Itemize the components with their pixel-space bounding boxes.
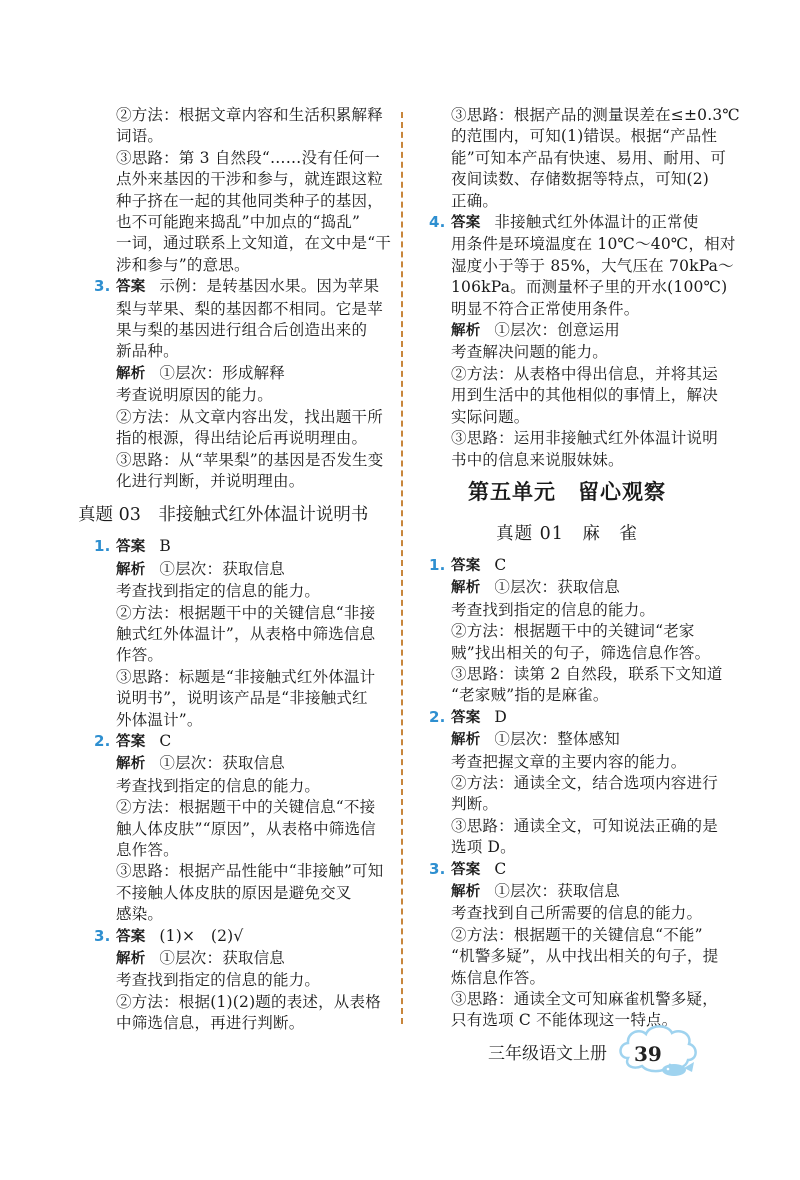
unit-title: 第五单元 留心观察	[468, 479, 666, 504]
item-number: 4.	[429, 213, 446, 232]
item-number: 1.	[429, 555, 446, 574]
text-line: 明显不符合正常使用条件。	[451, 299, 640, 318]
answer-text: 非接触式红外体温计的正常使	[494, 213, 699, 232]
text-line: 考查解决问题的能力。	[451, 343, 609, 362]
text-line: 选项 D。	[451, 838, 516, 857]
text-line: 也不可能跑来捣乱”中加点的“捣乱”	[116, 213, 361, 232]
text-line: 化进行判断，并说明理由。	[116, 471, 305, 490]
analysis-text: ①层次：形成解释	[159, 363, 286, 382]
answer-text: C	[494, 859, 507, 878]
text-line: 果与梨的基因进行组合后创造出来的	[116, 321, 368, 340]
text-line: ②方法：根据题干中的关键信息“非接	[116, 603, 376, 622]
answer-label: 答案	[451, 557, 481, 574]
answer-text: D	[494, 707, 508, 726]
text-line: 作答。	[116, 646, 164, 665]
answer-item-4	[417, 212, 736, 471]
answer-item-1	[82, 536, 392, 731]
text-line: ②方法：通读全文，结合选项内容进行	[451, 773, 718, 792]
text-line: 贼”找出相关的句子，筛选信息作答。	[451, 643, 711, 662]
answer-text: (1)× (2)√	[159, 926, 244, 945]
text-line: ②方法：根据文章内容和生活积累解释	[116, 106, 383, 124]
text-line: 炼信息作答。	[451, 968, 546, 987]
text-line: 考查说明原因的能力。	[116, 386, 274, 405]
text-line: 梨与苹果、梨的基因都不相同。它是苹	[116, 299, 383, 318]
text-line: ②方法：根据题干的关键信息“不能”	[451, 925, 703, 944]
analysis-label: 解析	[116, 756, 146, 773]
text-line: 触人体皮肤”“原因”，从表格中筛选信	[116, 819, 376, 838]
item-number: 3.	[94, 277, 111, 296]
text-line: 书中的信息来说服妹妹。	[451, 450, 624, 469]
analysis-text: ①层次：获取信息	[159, 754, 286, 773]
text-line: 考查找到指定的信息的能力。	[116, 582, 321, 601]
text-line: 湿度小于等于 85%，大气压在 70kPa～	[451, 256, 734, 275]
text-line: ②方法：从文章内容出发，找出题干所	[116, 407, 383, 426]
analysis-text: ①层次：获取信息	[159, 949, 286, 968]
item-number: 2.	[94, 731, 111, 750]
text-line: 触式红外体温计”，从表格中筛选信息	[116, 624, 376, 643]
book-title: 三年级语文上册	[488, 1044, 607, 1064]
section-title: 真题 01 麻 雀	[496, 523, 638, 544]
answer-item-3	[417, 859, 717, 1032]
answer-text: 示例：是转基因水果。因为苹果	[159, 277, 380, 296]
text-line: 106kPa。而测量杯子里的开水(100℃)	[451, 278, 728, 297]
text-line: 考查找到自己所需要的信息的能力。	[451, 904, 703, 923]
text-line: ③思路：读第 2 自然段，联系下文知道	[451, 664, 723, 683]
analysis-label: 解析	[451, 884, 481, 900]
text-line: 一词，通过联系上文知道，在文中是“干	[116, 234, 392, 253]
answer-item-1	[417, 555, 723, 707]
section-title: 真题 03 非接触式红外体温计说明书	[78, 505, 369, 526]
analysis-label: 解析	[451, 732, 481, 749]
text-line: 外体温计”。	[116, 710, 203, 729]
text-line: 点外来基因的干涉和参与，就连跟这粒	[116, 170, 383, 189]
text-line: 指的根源，得出结论后再说明理由。	[116, 429, 368, 448]
item-number: 3.	[94, 926, 111, 945]
text-line: ③思路：通读全文可知麻雀机警多疑，	[451, 990, 718, 1009]
prev-item-tail	[82, 105, 392, 276]
analysis-text: ①层次：获取信息	[494, 882, 621, 900]
answer-label: 答案	[451, 709, 481, 726]
answer-text: C	[159, 731, 172, 750]
text-line: “老家贼”指的是麻雀。	[451, 686, 609, 705]
analysis-text: ①层次：获取信息	[159, 559, 286, 578]
text-line: 考查找到指定的信息的能力。	[451, 600, 656, 619]
analysis-label: 解析	[116, 951, 146, 968]
text-line: 中筛选信息，再进行判断。	[116, 1014, 305, 1033]
analysis-text: ①层次：创意运用	[494, 321, 621, 340]
analysis-label: 解析	[116, 365, 146, 382]
analysis-text: ①层次：整体感知	[494, 730, 621, 749]
page-number: 39	[634, 1042, 662, 1066]
answer-item-2	[82, 731, 392, 926]
text-line: 种子挤在一起的其他同类种子的基因，	[116, 191, 383, 210]
answer-item-3b	[82, 926, 392, 1035]
answer-label: 答案	[451, 861, 481, 878]
text-line: ③思路：第 3 自然段“……没有任何一	[116, 148, 380, 167]
text-line: 实际问题。	[451, 407, 530, 426]
text-line: 考查找到指定的信息的能力。	[116, 776, 321, 795]
text-line: ③思路：从“苹果梨”的基因是否发生变	[116, 450, 384, 469]
analysis-label: 解析	[116, 561, 146, 578]
item-number: 2.	[429, 707, 446, 726]
text-line: ②方法：根据(1)(2)题的表述，从表格	[116, 992, 381, 1011]
text-line: 不接触人体皮肤的原因是避免交叉	[116, 883, 352, 902]
answer-label: 答案	[451, 215, 481, 232]
text-line: ③思路：标题是“非接触式红外体温计	[116, 667, 376, 686]
answer-text: B	[159, 537, 171, 556]
left-column	[78, 105, 392, 1035]
answer-item-3	[82, 276, 392, 492]
text-line: 新品种。	[116, 342, 179, 361]
text-line: 说明书”，说明该产品是“非接触式红	[116, 689, 368, 708]
text-line: 只有选项 C 不能体现这一特点。	[451, 1011, 678, 1030]
text-line: ②方法：根据题干中的关键词“老家	[451, 622, 695, 641]
text-line: 用条件是环境温度在 10℃～40℃，相对	[451, 235, 736, 254]
text-line: ③思路：运用非接触式红外体温计说明	[451, 429, 718, 448]
text-line: 能”可知本产品有快速、易用、耐用、可	[451, 148, 727, 167]
text-line: ③思路：根据产品性能中“非接触”可知	[116, 862, 384, 881]
text-line: 用到生活中的其他相似的事情上，解决	[451, 386, 718, 405]
column-divider	[401, 112, 403, 1024]
text-line: ③思路：通读全文，可知说法正确的是	[451, 816, 718, 835]
text-line: 的范围内，可知(1)错误。根据“产品性	[451, 127, 718, 146]
text-line: “机警多疑”，从中找出相关的句子，提	[451, 947, 719, 966]
answer-text: C	[494, 555, 507, 574]
text-line: ②方法：根据题干中的关键信息“不接	[116, 798, 376, 817]
item-number: 3.	[429, 859, 446, 878]
text-line: 考查找到指定的信息的能力。	[116, 971, 321, 990]
text-line: 正确。	[451, 191, 499, 210]
answer-label: 答案	[116, 539, 146, 556]
analysis-label: 解析	[451, 580, 481, 597]
text-line: 息作答。	[116, 841, 179, 859]
analysis-text: ①层次：获取信息	[494, 578, 621, 597]
answer-item-2	[417, 707, 717, 859]
prev-item-tail	[417, 105, 740, 212]
answer-label: 答案	[116, 279, 146, 296]
text-line: 涉和参与”的意思。	[116, 255, 250, 274]
text-line: 判断。	[451, 795, 499, 814]
analysis-label: 解析	[451, 323, 481, 340]
text-line: 夜间读数、存储数据等特点，可知(2)	[451, 170, 710, 189]
text-line: 词语。	[116, 127, 164, 146]
right-column	[417, 105, 740, 1032]
item-number: 1.	[94, 537, 111, 556]
text-line: 考查把握文章的主要内容的能力。	[451, 752, 687, 771]
text-line: 感染。	[116, 905, 164, 924]
answer-label: 答案	[116, 733, 146, 750]
text-line: ②方法：从表格中得出信息，并将其运	[451, 364, 718, 383]
text-line: ③思路：根据产品的测量误差在≤±0.3℃	[451, 106, 740, 124]
answer-label: 答案	[116, 928, 146, 945]
